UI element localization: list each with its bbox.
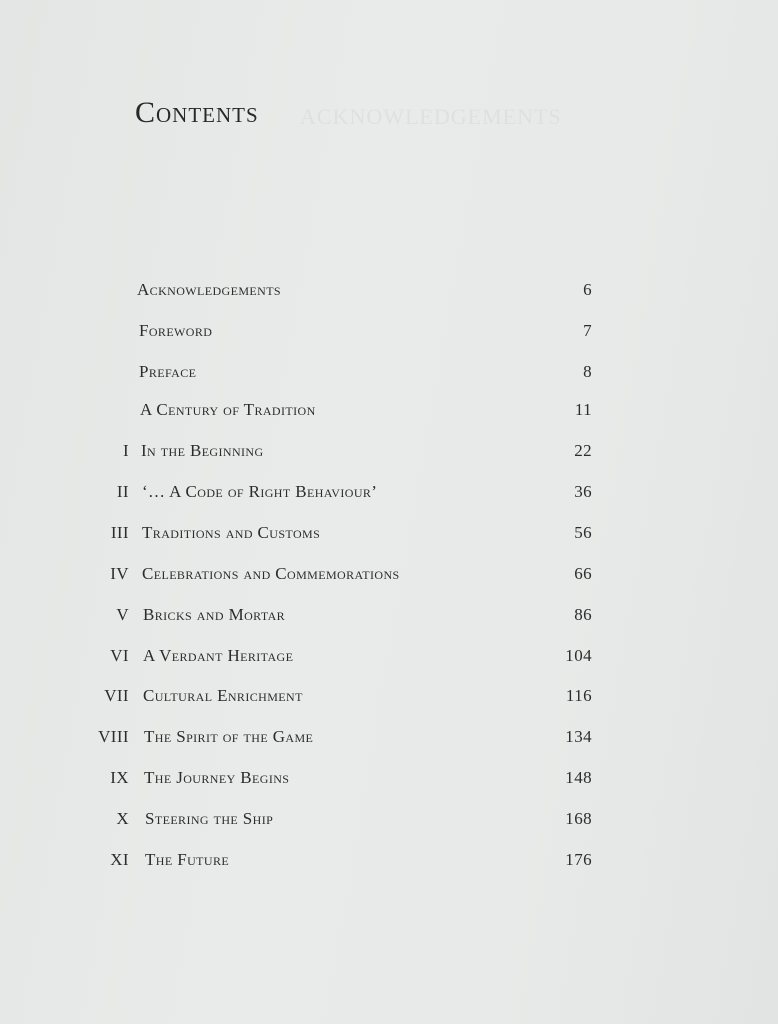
chapter-number: IX	[110, 768, 129, 787]
toc-entry	[0, 277, 778, 303]
toc-entry	[0, 438, 778, 464]
page-number: 104	[565, 646, 592, 665]
bleed-through-shadow: ACKNOWLEDGEMENTS	[300, 104, 562, 129]
toc-entry	[0, 602, 778, 628]
chapter-title: Celebrations and Commemorations	[142, 564, 400, 583]
chapter-title: Steering the Ship	[145, 809, 274, 828]
chapter-title: The Future	[145, 850, 230, 869]
page-number: 11	[574, 400, 592, 419]
page-number: 6	[583, 280, 592, 299]
toc-entry	[0, 683, 778, 709]
toc-entry	[0, 724, 778, 750]
toc-entry	[0, 520, 778, 546]
chapter-number: XI	[110, 850, 129, 869]
page-number: 22	[574, 441, 592, 460]
toc-entry	[0, 765, 778, 791]
toc-entry	[0, 561, 778, 587]
chapter-title: The Spirit of the Game	[144, 727, 314, 746]
chapter-number: VII	[104, 686, 129, 705]
chapter-number: VIII	[98, 727, 129, 746]
toc-entry	[0, 479, 778, 505]
chapter-title: A Century of Tradition	[140, 400, 316, 419]
chapter-title: Acknowledgements	[137, 280, 281, 299]
chapter-title: Foreword	[139, 321, 213, 340]
toc-entry	[0, 643, 778, 669]
chapter-number: IV	[110, 564, 129, 583]
chapter-title: ‘… A Code of Right Behaviour’	[142, 482, 378, 501]
chapter-number: X	[116, 809, 129, 828]
page-number: 56	[574, 523, 592, 542]
page-number: 176	[565, 850, 592, 869]
page-number: 134	[565, 727, 592, 746]
chapter-number: VI	[110, 646, 129, 665]
page-number: 66	[574, 564, 592, 583]
chapter-title: Cultural Enrichment	[143, 686, 303, 705]
chapter-title: Preface	[139, 362, 197, 381]
chapter-number: I	[122, 441, 129, 460]
chapter-number: III	[110, 523, 129, 542]
toc-entry	[0, 359, 778, 385]
chapter-title: Traditions and Customs	[142, 523, 321, 542]
page-number: 116	[565, 686, 592, 705]
chapter-title: The Journey Begins	[144, 768, 290, 787]
page-number: 7	[583, 321, 592, 340]
chapter-title: Bricks and Mortar	[143, 605, 286, 624]
chapter-number: II	[116, 482, 129, 501]
chapter-number: V	[116, 605, 129, 624]
page-title: Contents	[135, 96, 259, 129]
toc-entry	[0, 397, 778, 423]
page-number: 8	[583, 362, 592, 381]
page-number: 168	[565, 809, 592, 828]
page-number: 148	[565, 768, 592, 787]
toc-entry	[0, 847, 778, 873]
toc-entry	[0, 806, 778, 832]
page-number: 86	[574, 605, 592, 624]
page-number: 36	[574, 482, 592, 501]
chapter-title: In the Beginning	[141, 441, 264, 460]
toc-entry	[0, 318, 778, 344]
chapter-title: A Verdant Heritage	[143, 646, 294, 665]
